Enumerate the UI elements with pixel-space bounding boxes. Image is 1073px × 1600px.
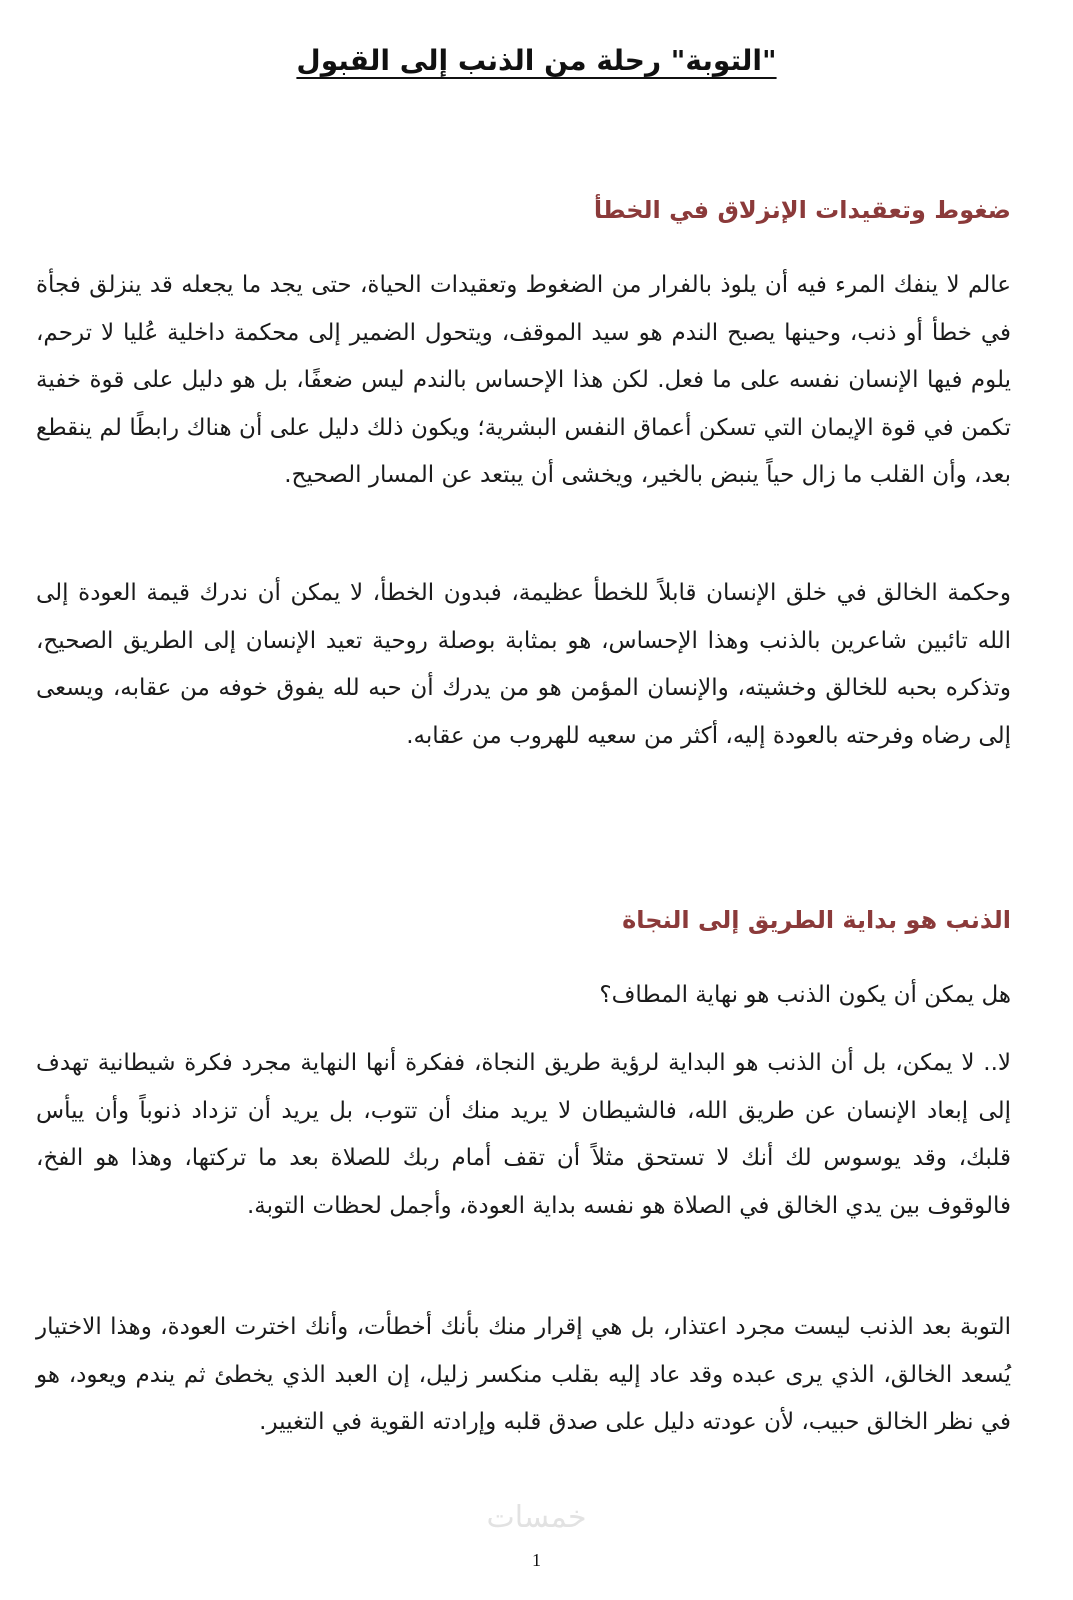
section-heading-salvation: الذنب هو بداية الطريق إلى النجاة: [622, 906, 1011, 934]
document-title-text: "التوبة" رحلة من الذنب إلى القبول: [296, 44, 777, 77]
paragraph-question: هل يمكن أن يكون الذنب هو نهاية المطاف؟: [599, 982, 1011, 1008]
paragraph-salvation-1: لا.. لا يمكن، بل أن الذنب هو البداية لرؤية طريق النجاة، ففكرة أنها النهاية مجرد فكرة شيطانية تهدف إلى إبعاد الإنسان عن طريق الله، فالشيطان لا يريد منك أن تتوب، بل يريد أن تزداد ذنوباً وأن ييأس قلبك، وقد يوسوس لك أنك لا تستحق مثلاً أن تقف أمام ربك للصلاة بعد ما تركتها، وهذا هو الفخ، فالوقوف بين يدي الخالق في الصلاة هو نفسه بداية العودة، وأجمل لحظات التوبة.: [36, 1050, 1011, 1219]
site-watermark: خمسات: [486, 1500, 587, 1535]
page-number: 1: [532, 1550, 541, 1570]
section-heading-pressures: ضغوط وتعقيدات الإنزلاق في الخطأ: [593, 196, 1011, 224]
paragraph-pressures-2: وحكمة الخالق في خلق الإنسان قابلاً للخطأ عظيمة، فبدون الخطأ، لا يمكن أن ندرك قيمة العودة إلى الله تائبين شاعرين بالذنب وهذا الإحساس، هو بمثابة بوصلة روحية تعيد الإنسان إلى الطريق الصحيح، وتذكره بحبه للخالق وخشيته، والإنسان المؤمن هو من يدرك أن حبه لله يفوق خوفه من عقابه، ويسعى إلى رضاه وفرحته بالعودة إليه، أكثر من سعيه للهروب من عقابه.: [36, 580, 1011, 749]
document-title: [0, 44, 1073, 77]
paragraph-salvation-2: التوبة بعد الذنب ليست مجرد اعتذار، بل هي إقرار منك بأنك أخطأت، وأنك اخترت العودة، وهذا الاختيار يُسعد الخالق، الذي يرى عبده وقد عاد إليه بقلب منكسر زليل، إن العبد الذي يخطئ ثم يندم ويعود، هو في نظر الخالق حبيب، لأن عودته دليل على صدق قلبه وإرادته القوية في التغيير.: [36, 1314, 1011, 1435]
paragraph-pressures-1: عالم لا ينفك المرء فيه أن يلوذ بالفرار من الضغوط وتعقيدات الحياة، حتى يجد ما يجعله قد ينزلق فجأة في خطأ أو ذنب، وحينها يصبح الندم هو سيد الموقف، ويتحول الضمير إلى محكمة داخلية عُليا لا ترحم، يلوم فيها الإنسان نفسه على ما فعل. لكن هذا الإحساس بالندم ليس ضعفًا، بل هو دليل على قوة خفية تكمن في قوة الإيمان التي تسكن أعماق النفس البشرية؛ ويكون ذلك دليل على أن هناك رابطًا لم ينقطع بعد، وأن القلب ما زال حياً ينبض بالخير، ويخشى أن يبتعد عن المسار الصحيح.: [36, 272, 1011, 488]
